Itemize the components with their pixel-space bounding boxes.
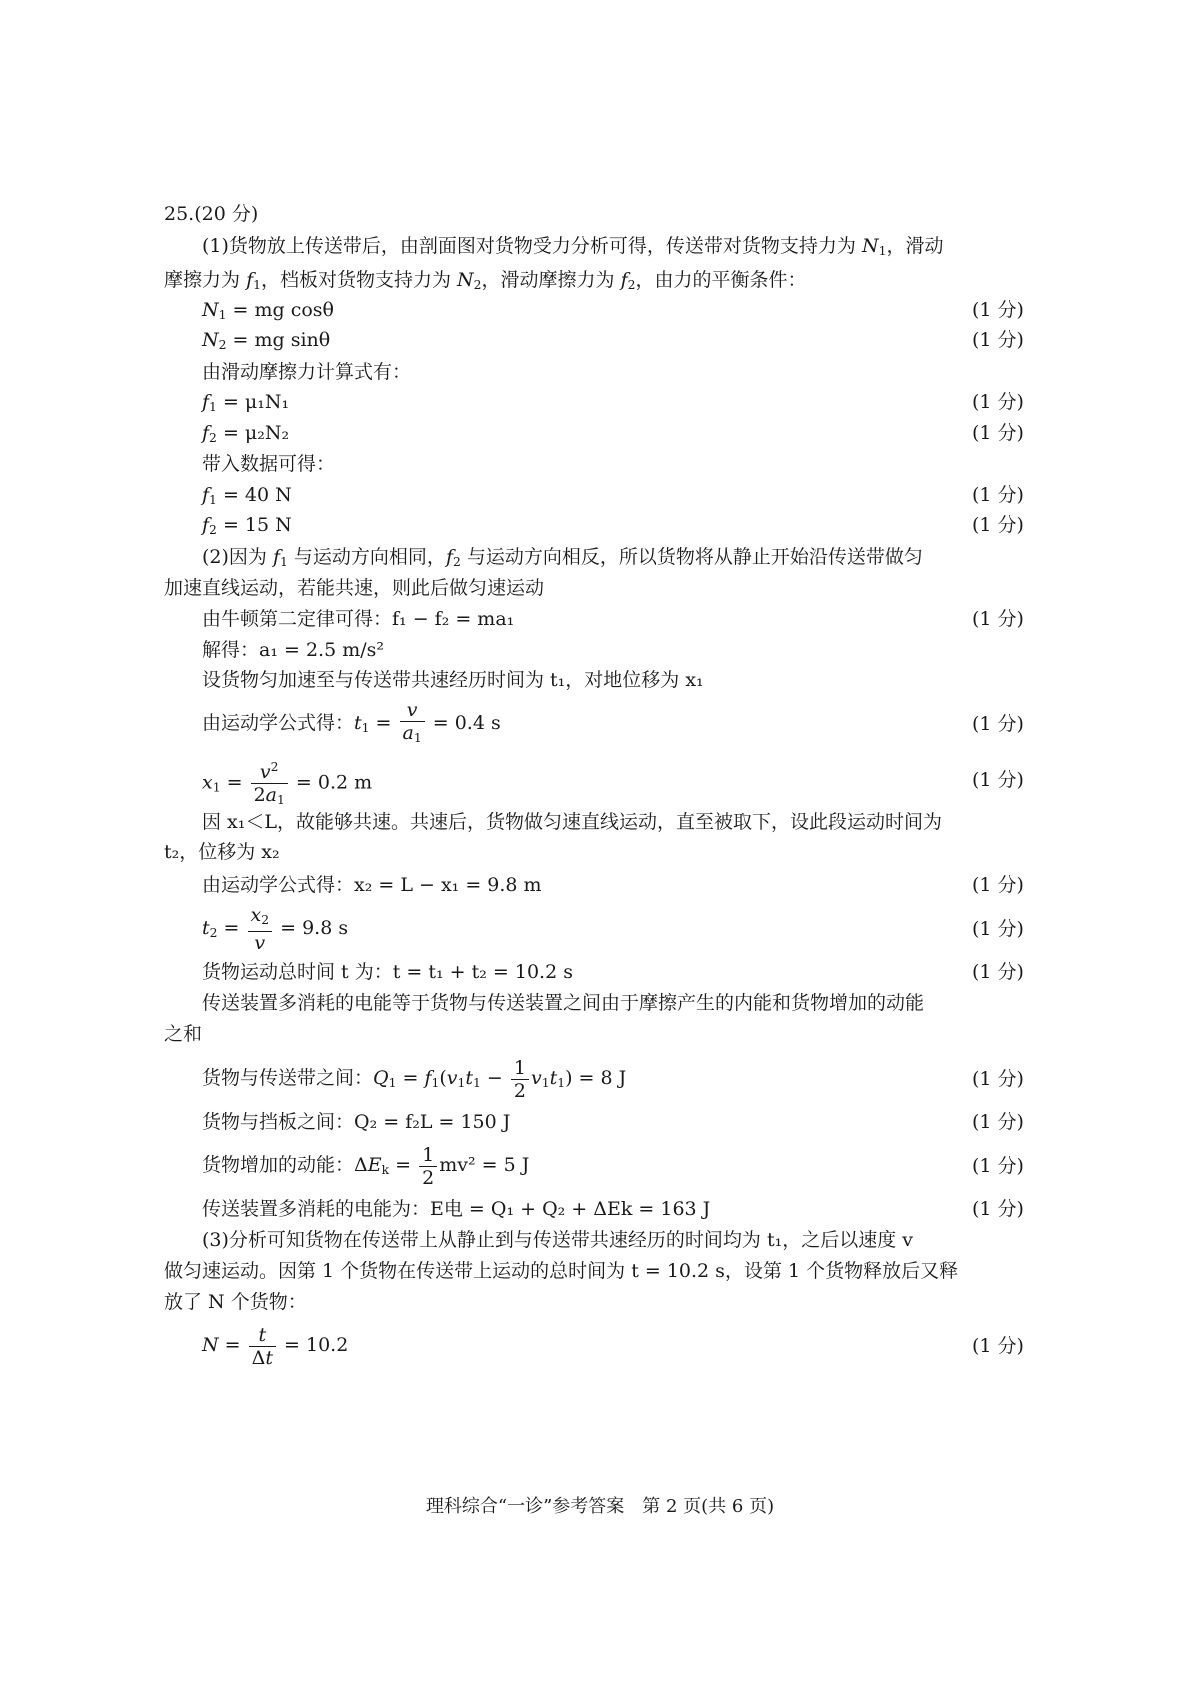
part1-intro-line2: 摩擦力为 $f_1$，档板对货物支持力为 $N_2$，滑动摩擦力为 $f_2$，由力的平衡条件： [164, 269, 807, 293]
score-label: (1 分) [972, 329, 1024, 351]
score-label: (1 分) [972, 422, 1024, 444]
value-f2: $f_2 = 15$ N [202, 514, 292, 538]
question-points: (20 分) [194, 203, 259, 225]
score-label: (1 分) [972, 1155, 1024, 1177]
value-f1: $f_1 = 40$ N [202, 484, 292, 508]
energy-line1: 传送装置多消耗的电能等于货物与传送装置之间由于摩擦产生的内能和货物增加的动能 [202, 992, 925, 1014]
part3-line3: 放了 N 个货物： [164, 1291, 307, 1313]
score-label: (1 分) [972, 769, 1024, 791]
part1-intro-line1: (1)货物放上传送带后，由剖面图对货物受力分析可得，传送带对货物支持力为 $N_1$，滑动 [202, 235, 944, 259]
equation-q1: 货物与传送带之间：$Q_1 = f_1(v_1t_1$ − $\frac{1}{2}$ $v_1t_1) = 8$ J [202, 1056, 627, 1102]
score-label: (1 分) [972, 608, 1024, 630]
page-footer: 理科综合“一诊”参考答案 第 2 页(共 6 页) [425, 1496, 775, 1517]
score-label: (1 分) [972, 918, 1024, 940]
fraction-t-over-delta-t: $\frac{t}{\Delta t}$ [249, 1324, 276, 1369]
equation-q2: 货物与挡板之间：Q₂ = f₂L = 150 J [202, 1111, 511, 1133]
equation-n-count: N = $\frac{t}{\Delta t}$ = 10.2 [202, 1323, 349, 1369]
equation-n1: $N_1$ = mg cosθ [202, 299, 334, 323]
score-label: (1 分) [972, 961, 1024, 983]
equation-x2: 由运动学公式得：x₂ = L − x₁ = 9.8 m [202, 874, 542, 896]
score-label: (1 分) [972, 299, 1024, 321]
fraction-x2-over-v: $\frac{x_2}{v}$ [248, 904, 273, 954]
fraction-one-half: $\frac{1}{2}$ [511, 1057, 529, 1102]
score-label: (1 分) [972, 1068, 1024, 1090]
equation-delta-ek: 货物增加的动能：$\Delta E_k$ = $\frac{1}{2}$ mv² = 5 J [202, 1143, 530, 1189]
equation-f1: $f_1 = \mu_1N_1$ [202, 391, 290, 415]
compare-line1: 因 x₁＜L，故能够共速。共速后，货物做匀速直线运动，直至被取下，设此段运动时间为 [202, 811, 942, 833]
equation-n2: $N_2$ = mg sinθ [202, 329, 331, 353]
total-time: 货物运动总时间 t 为：t = t₁ + t₂ = 10.2 s [202, 961, 573, 983]
equation-t1: 由运动学公式得：$t_1$ = $\frac{v}{a_1}$ = 0.4 s [202, 698, 501, 753]
question-number: 25. [164, 203, 195, 225]
score-label: (1 分) [972, 1111, 1024, 1133]
score-label: (1 分) [972, 391, 1024, 413]
compare-line2: t₂，位移为 x₂ [164, 841, 280, 863]
part3-line1: (3)分析可知货物在传送带上从静止到与传送带共速经历的时间均为 t₁，之后以速度 v [202, 1229, 913, 1251]
fraction-v2-over-2a1: $\frac{v^2}{2a_1}$ [251, 756, 288, 811]
part2-intro-line1: (2)因为 $f_1$ 与运动方向相同，$f_2$ 与运动方向相反，所以货物将从静止开始沿传送带做匀 [202, 546, 923, 570]
fraction-v-over-a1: $\frac{v}{a_1}$ [400, 699, 425, 749]
energy-line2: 之和 [164, 1023, 203, 1045]
assume-text: 设货物匀加速至与传送带共速经历时间为 t₁，对地位移为 x₁ [202, 669, 704, 691]
score-label: (1 分) [972, 484, 1024, 506]
solve-a1: 解得：a₁ = 2.5 m/s² [202, 639, 384, 661]
score-label: (1 分) [972, 514, 1024, 536]
equation-electric-energy: 传送装置多消耗的电能为：E电 = Q₁ + Q₂ + ΔEk = 163 J [202, 1198, 711, 1220]
score-label: (1 分) [972, 1198, 1024, 1220]
part2-intro-line2: 加速直线运动，若能共速，则此后做匀速运动 [164, 577, 545, 599]
equation-t2: $t_2$ = $\frac{x_2}{v}$ = 9.8 s [202, 903, 349, 955]
part3-line2: 做匀速运动。因第 1 个货物在传送带上运动的总时间为 t = 10.2 s，设第 1 个货物释放后又释 [164, 1260, 959, 1282]
equation-f2: $f_2 = \mu_2N_2$ [202, 422, 290, 446]
equation-x1: $x_1$ = $\frac{v^2}{2a_1}$ = 0.2 m [202, 756, 372, 813]
newton-equation: 由牛顿第二定律可得：f₁ − f₂ = ma₁ [202, 608, 515, 630]
score-label: (1 分) [972, 874, 1024, 896]
score-label: (1 分) [972, 713, 1024, 735]
question-header [164, 200, 258, 228]
substitute-text: 带入数据可得： [202, 453, 336, 475]
friction-formula-text: 由滑动摩擦力计算式有： [202, 361, 412, 383]
score-label: (1 分) [972, 1335, 1024, 1357]
fraction-one-half: $\frac{1}{2}$ [419, 1144, 437, 1189]
